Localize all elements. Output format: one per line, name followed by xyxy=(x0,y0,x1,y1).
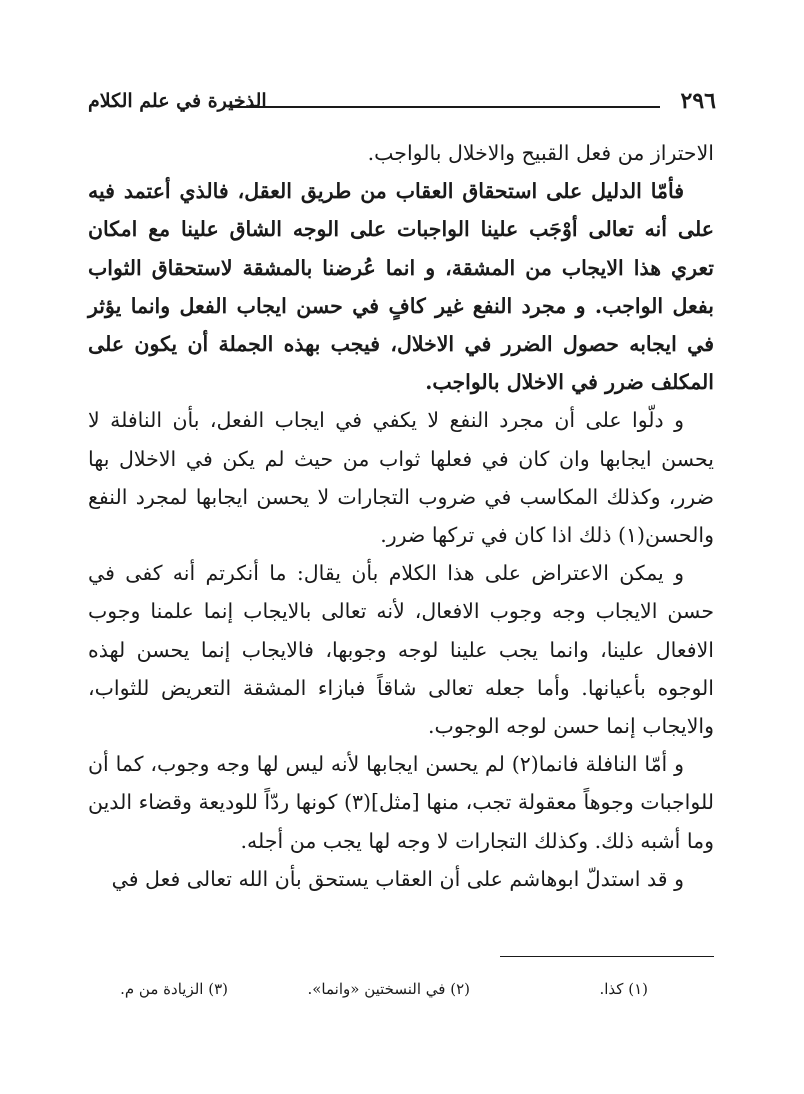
running-title: الذخيرة في علم الكلام xyxy=(88,90,267,112)
paragraph: الاحتراز من فعل القبيح والاخلال بالواجب. xyxy=(367,141,714,165)
page-header xyxy=(88,88,716,122)
paragraph: فأمّا الدليل على استحقاق العقاب من طريق العقل، فالذي أعتمد فيه على أنه تعالى أوْجَب علينا الواجبات على الوجه الشاق علينا مع امكان تعري هذا الايجاب من المشقة، و انما عُرضنا بالمشقة لاستحقاق الثواب بفعل الواجب. و مجرد النفع غير كافٍ في حسن ايجاب الفعل وانما يؤثر في ايجابه حصول الضرر في الاخلال، فيجب بهذه الجملة أن يكون على المكلف ضرر في الاخلال بالواجب. xyxy=(88,179,714,395)
paragraph: و يمكن الاعتراض على هذا الكلام بأن يقال: ما أنكرتم أنه كفى في حسن الايجاب وجه وجوب الافعال، لأنه تعالى بالايجاب إنما علمنا وجوب الافعال علينا، وانما يجب علينا لوجه وجوبها، فالايجاب إنما يحسن لهذه الوجوه بأعيانها. وأما جعله تعالى شاقاً فبازاء المشقة التعريض للثواب، والايجاب إنما حسن لوجه الوجوب. xyxy=(88,561,714,739)
footnote-divider xyxy=(500,956,714,957)
footnote: (١) كذا. xyxy=(599,980,648,998)
footnote: (٢) في النسختين «وانما». xyxy=(307,980,470,998)
footnotes xyxy=(88,980,648,1006)
page-number: ٢٩٦ xyxy=(680,88,716,114)
paragraph: و دلّوا على أن مجرد النفع لا يكفي في ايجاب الفعل، بأن النافلة لا يحسن ايجابها وان كان في فعلها ثواب من حيث لم يكن في الاخلال بها ضرر، وكذلك المكاسب في ضروب التجارات لا يحسن ايجابها لمجرد النفع والحسن(١) ذلك اذا كان في تركها ضرر. xyxy=(88,408,714,548)
header-rule xyxy=(230,106,660,108)
paragraph: و قد استدلّ ابوهاشم على أن العقاب يستحق بأن الله تعالى فعل في xyxy=(111,866,684,891)
footnote: (٣) الزيادة من م. xyxy=(120,980,228,998)
main-text xyxy=(88,134,714,898)
paragraph: و أمّا النافلة فانما(٢) لم يحسن ايجابها لأنه ليس لها وجه وجوب، كما أن للواجبات وجوهاً معقولة تجب، منها [مثل](٣) كونها ردّاً للوديعة وقضاء الدين وما أشبه ذلك. وكذلك التجارات لا وجه لها يجب من أجله. xyxy=(88,752,714,853)
